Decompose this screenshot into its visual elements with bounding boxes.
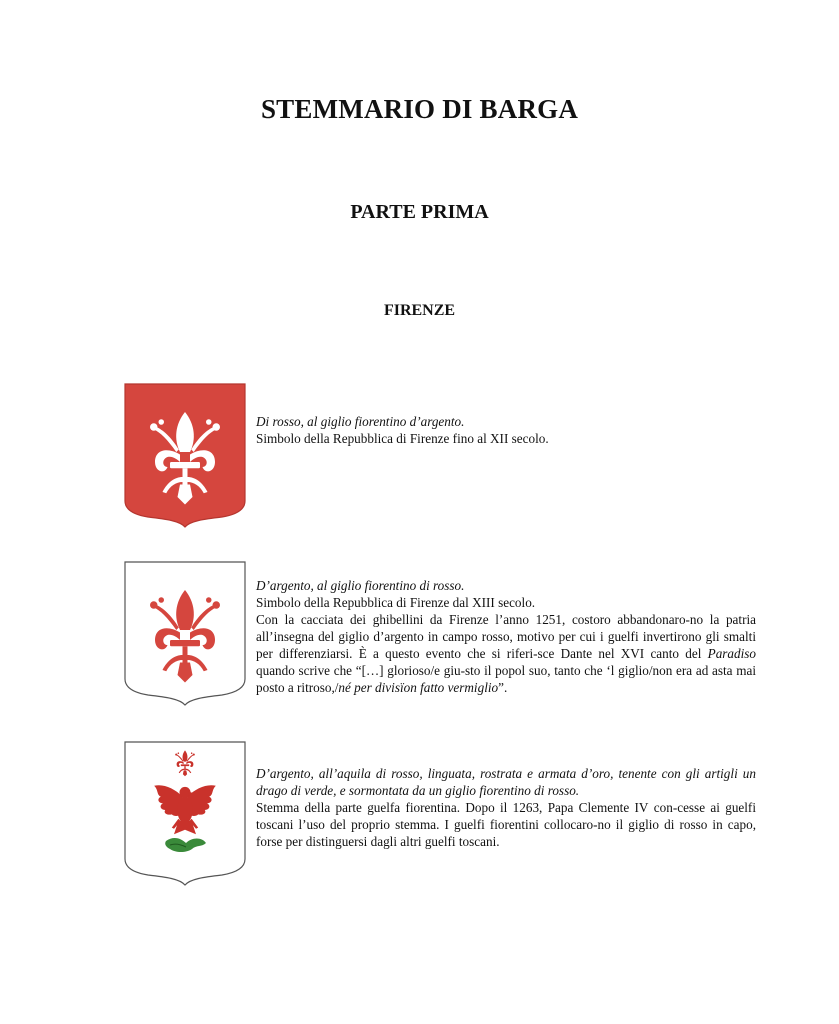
history-part: con-cesse ai guelfi toscani l’uso del proprio stemma. I guelfi fiorentini collocaro-no il giglio di rosso in capo, forse per distinguersi dagli altri guelfi toscani. bbox=[256, 800, 756, 849]
description-part: Simbolo della Repubblica di Firenze dal bbox=[256, 595, 473, 610]
description-part: secolo. bbox=[508, 431, 549, 446]
part-heading: PARTE PRIMA bbox=[350, 201, 489, 223]
description-part: secolo. bbox=[494, 595, 536, 610]
history-part: ”. bbox=[498, 680, 508, 695]
century-numeral: XIII bbox=[472, 595, 495, 610]
history-text bbox=[256, 799, 756, 850]
blazon-text: Di rosso, al giglio fiorentino d’argento. bbox=[256, 414, 465, 429]
entry-3 bbox=[256, 765, 756, 850]
history-part: Con la cacciata dei ghibellini da Firenze l’anno 1251, costoro abbandonaro-no la patria all’insegna del giglio d’argento in campo rosso, motivo per cui i guelfi invertirono gli smalti per differenziarsi. È a questo evento che si riferi-sce Dante nel bbox=[256, 612, 756, 661]
description-text bbox=[256, 594, 756, 611]
blazon-text: D’argento, all’aquila di rosso, linguata, rostrata e armata d’oro, tenente con gli artigli un drago di verde, e sormontata da un giglio fiorentino di rosso. bbox=[256, 766, 756, 798]
history-part: canto del bbox=[644, 646, 708, 661]
history-part: Stemma della parte guelfa fiorentina. Dopo il 1263, Papa Clemente bbox=[256, 800, 635, 815]
blazon-text: D’argento, al giglio fiorentino di rosso. bbox=[256, 578, 465, 593]
pope-numeral: IV bbox=[634, 800, 649, 815]
description-part: Simbolo della Repubblica di Firenze fino al bbox=[256, 431, 491, 446]
coat-of-arms-guelph-party-icon bbox=[124, 741, 246, 886]
quote-ending: né per divisïon fatto vermiglio bbox=[338, 680, 499, 695]
history-part: quando scrive che “[…] glorioso/e giu-sto il popol suo, tanto che ‘l giglio/non era ad asta mai posto a ritroso,/ bbox=[256, 663, 756, 695]
entry-1 bbox=[256, 413, 756, 447]
coat-of-arms-florence-red-icon bbox=[124, 383, 246, 528]
description-text bbox=[256, 430, 756, 447]
work-title: Paradiso bbox=[707, 646, 756, 661]
canto-numeral: XVI bbox=[620, 646, 645, 661]
page-title: STEMMARIO DI BARGA bbox=[260, 94, 579, 124]
century-numeral: XII bbox=[490, 431, 509, 446]
history-text bbox=[256, 611, 756, 696]
entry-2 bbox=[256, 577, 756, 696]
section-heading: FIRENZE bbox=[383, 302, 456, 319]
coat-of-arms-florence-white-icon bbox=[124, 561, 246, 706]
